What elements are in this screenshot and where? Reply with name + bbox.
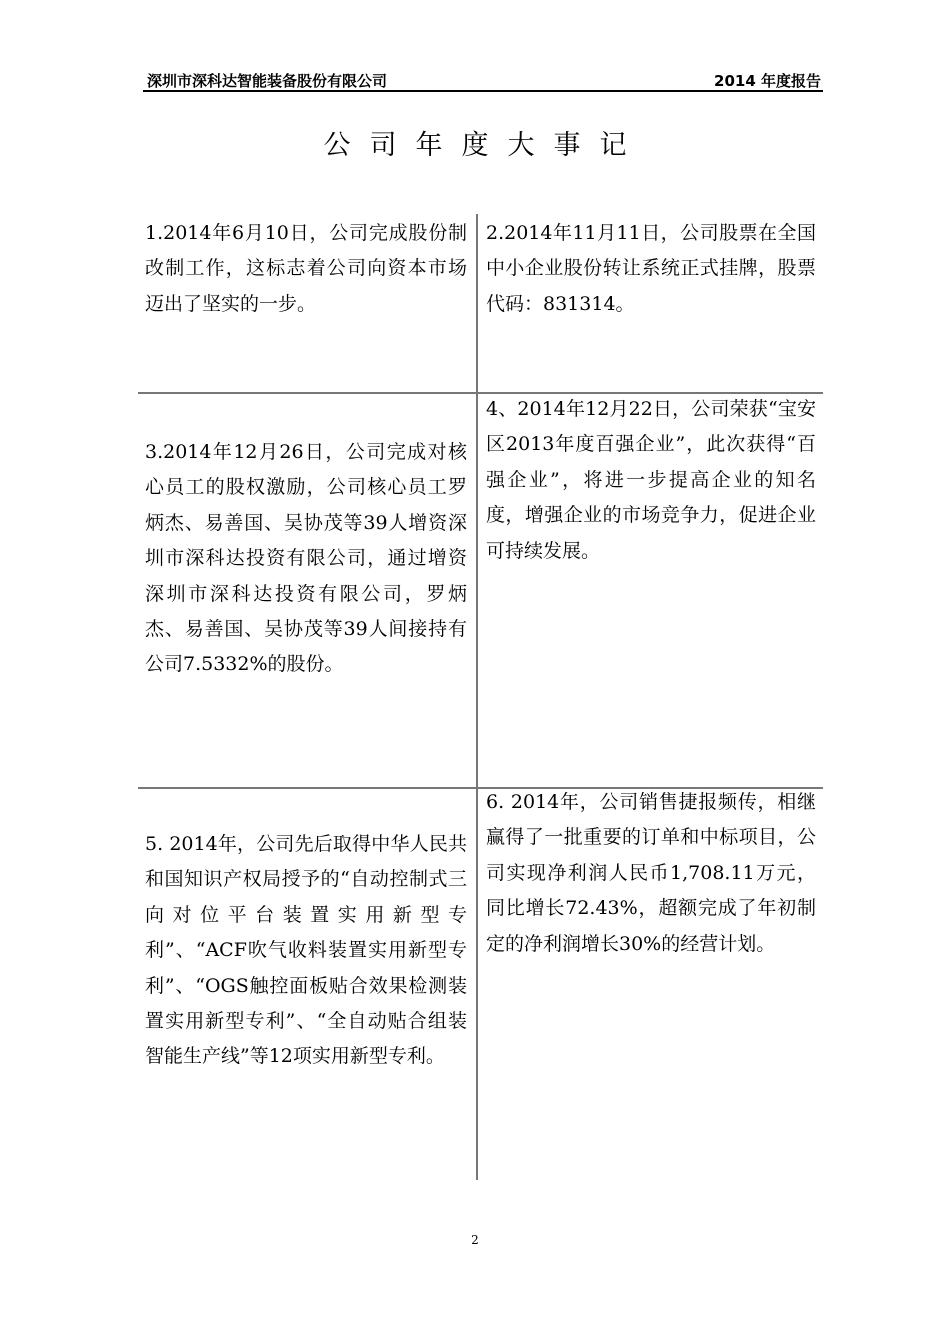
event-4: 4、2014年12月22日，公司荣获“宝安区2013年度百强企业”，此次获得“百强企业”，将进一步提高企业的知名度，增强企业的市场竞争力，促进企业可持续发展。 — [486, 398, 816, 562]
page-header — [143, 64, 823, 92]
page-title: 公司年度大事记 — [323, 130, 646, 161]
event-3: 3.2014年12月26日，公司完成对核心员工的股权激励，公司核心员工罗炳杰、易善国、吴协茂等39人增资深圳市深科达投资有限公司，通过增资深圳市深科达投资有限公司，罗炳杰、易善国、吴协茂等39人间接持有公司7.5332%的股份。 — [145, 441, 467, 676]
event-2: 2.2014年11月11日，公司股票在全国中小企业股份转让系统正式挂牌，股票代码：831314。 — [486, 222, 816, 315]
event-6: 6. 2014年，公司销售捷报频传，相继赢得了一批重要的订单和中标项目，公司实现净利润人民币1,708.11万元，同比增长72.43%，超额完成了年初制定的净利润增长30%的经营计划。 — [486, 791, 816, 955]
header-rule — [143, 90, 823, 92]
column-divider — [476, 214, 478, 1180]
report-label: 2014 年度报告 — [714, 72, 821, 90]
company-name: 深圳市深科达智能装备股份有限公司 — [147, 72, 388, 90]
event-5: 5. 2014年，公司先后取得中华人民共和国知识产权局授予的“自动控制式三向对位平台装置实用新型专利”、“ACF吹气收料装置实用新型专利”、“OGS触控面板贴合效果检测装置实用新型专利”、“全自动贴合组装智能生产线”等12项实用新型专利。 — [145, 833, 467, 1068]
event-1: 1.2014年6月10日，公司完成股份制改制工作，这标志着公司向资本市场迈出了坚实的一步。 — [145, 222, 467, 315]
page-number: 2 — [471, 1233, 479, 1247]
